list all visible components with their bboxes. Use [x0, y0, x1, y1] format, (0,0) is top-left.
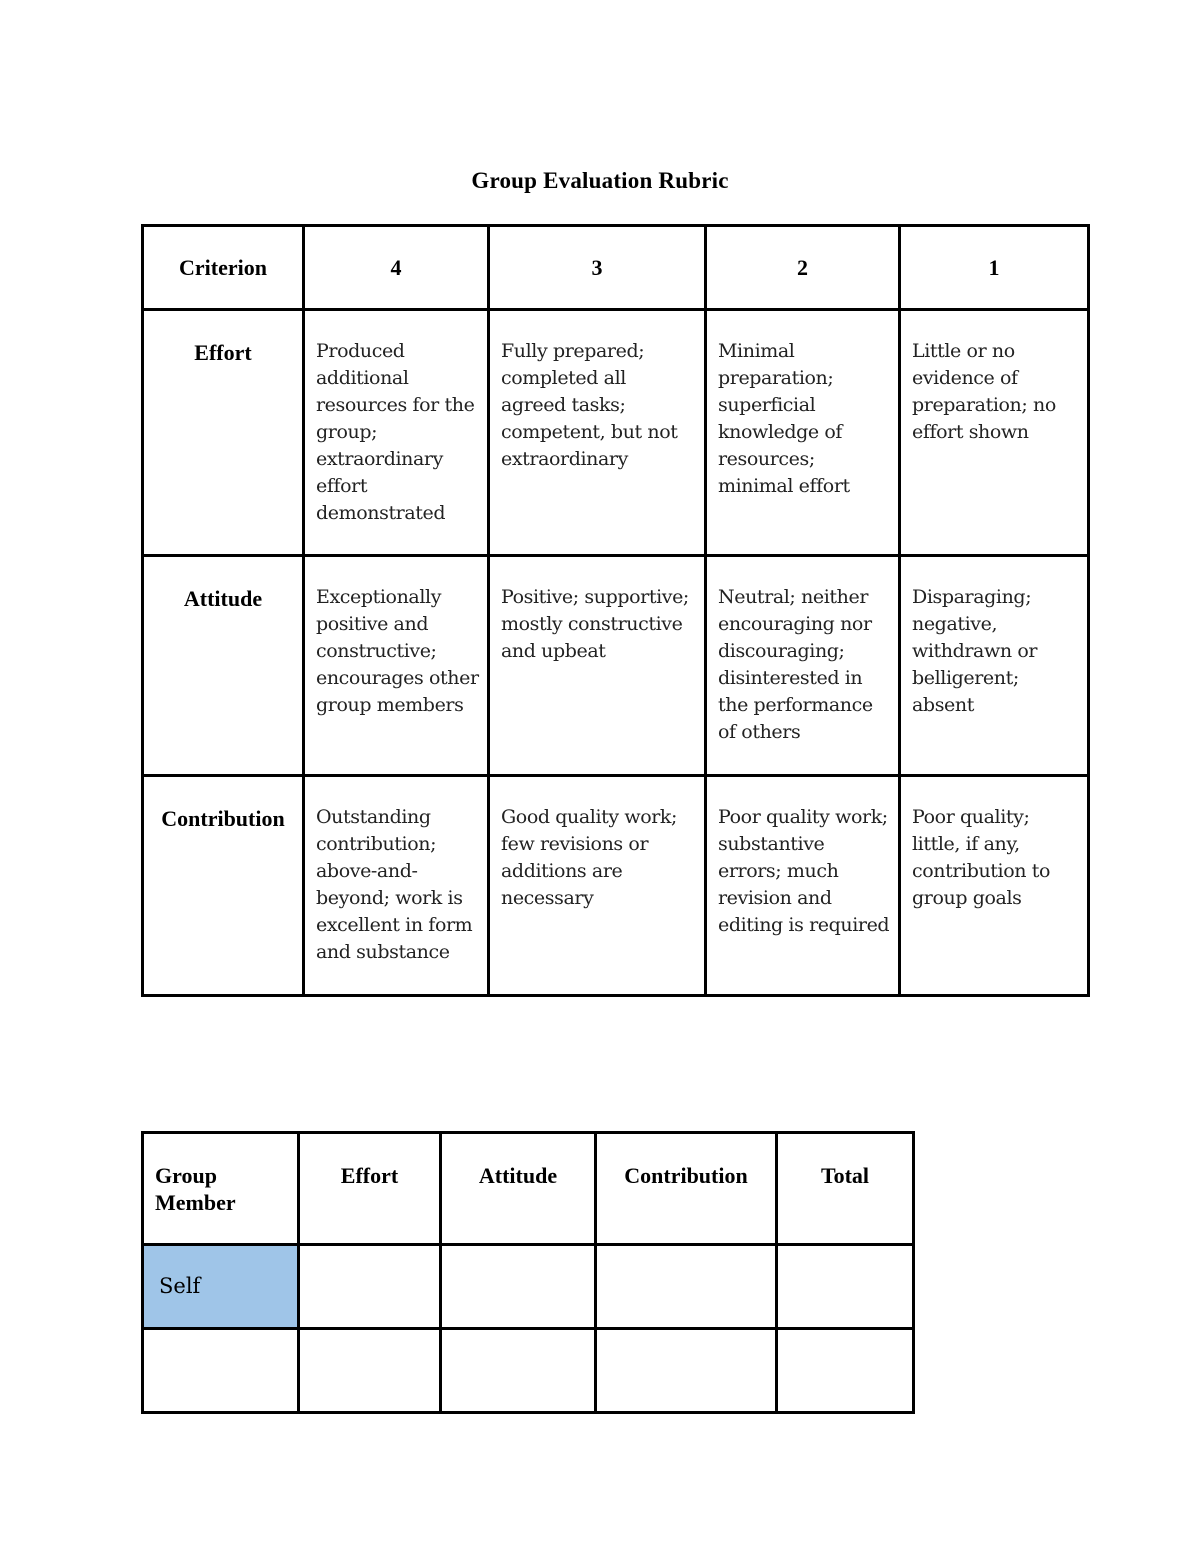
- evaluation-row-member: [143, 1329, 914, 1413]
- total-score-cell[interactable]: [777, 1245, 914, 1329]
- total-score-cell[interactable]: [777, 1329, 914, 1413]
- attitude-score-cell[interactable]: [441, 1329, 596, 1413]
- rubric-header-criterion: Criterion: [143, 226, 304, 310]
- rubric-cell: Little or no evidence of preparation; no effort shown: [900, 310, 1089, 556]
- criterion-label: Attitude: [143, 556, 304, 776]
- rubric-cell: Poor quality; little, if any, contribution to group goals: [900, 776, 1089, 996]
- rubric-cell: Neutral; neither encouraging nor discouraging; disinterested in the performance of others: [706, 556, 900, 776]
- evaluation-row-self: [143, 1245, 914, 1329]
- evaluation-header-contribution: Contribution: [596, 1133, 777, 1245]
- rubric-cell: Produced additional resources for the group; extraordinary effort demonstrated: [304, 310, 489, 556]
- criterion-label: Effort: [143, 310, 304, 556]
- rubric-cell: Exceptionally positive and constructive; encourages other group members: [304, 556, 489, 776]
- rubric-header-level-1: 1: [900, 226, 1089, 310]
- rubric-row-contribution: [143, 776, 1089, 996]
- rubric-header-row: [143, 226, 1089, 310]
- effort-score-cell[interactable]: [299, 1245, 441, 1329]
- member-name-cell[interactable]: Self: [143, 1245, 299, 1329]
- rubric-table: [141, 224, 1090, 997]
- rubric-header-level-4: 4: [304, 226, 489, 310]
- evaluation-header-attitude: Attitude: [441, 1133, 596, 1245]
- rubric-header-level-2: 2: [706, 226, 900, 310]
- evaluation-header-total: Total: [777, 1133, 914, 1245]
- rubric-row-attitude: [143, 556, 1089, 776]
- page-title: Group Evaluation Rubric: [471, 168, 729, 193]
- effort-score-cell[interactable]: [299, 1329, 441, 1413]
- rubric-cell: Poor quality work; substantive errors; much revision and editing is required: [706, 776, 900, 996]
- rubric-cell: Outstanding contribution; above-and-beyond; work is excellent in form and substance: [304, 776, 489, 996]
- evaluation-header-group-member: Group Member: [143, 1133, 299, 1245]
- contribution-score-cell[interactable]: [596, 1329, 777, 1413]
- evaluation-header-row: [143, 1133, 914, 1245]
- rubric-cell: Minimal preparation; superficial knowledge of resources; minimal effort: [706, 310, 900, 556]
- rubric-cell: Fully prepared; completed all agreed tasks; competent, but not extraordinary: [489, 310, 706, 556]
- rubric-row-effort: [143, 310, 1089, 556]
- evaluation-header-effort: Effort: [299, 1133, 441, 1245]
- rubric-cell: Disparaging; negative, withdrawn or belligerent; absent: [900, 556, 1089, 776]
- rubric-cell: Good quality work; few revisions or additions are necessary: [489, 776, 706, 996]
- rubric-cell: Positive; supportive; mostly constructive and upbeat: [489, 556, 706, 776]
- rubric-header-level-3: 3: [489, 226, 706, 310]
- evaluation-table: [141, 1131, 915, 1414]
- member-name-cell[interactable]: [143, 1329, 299, 1413]
- criterion-label: Contribution: [143, 776, 304, 996]
- contribution-score-cell[interactable]: [596, 1245, 777, 1329]
- attitude-score-cell[interactable]: [441, 1245, 596, 1329]
